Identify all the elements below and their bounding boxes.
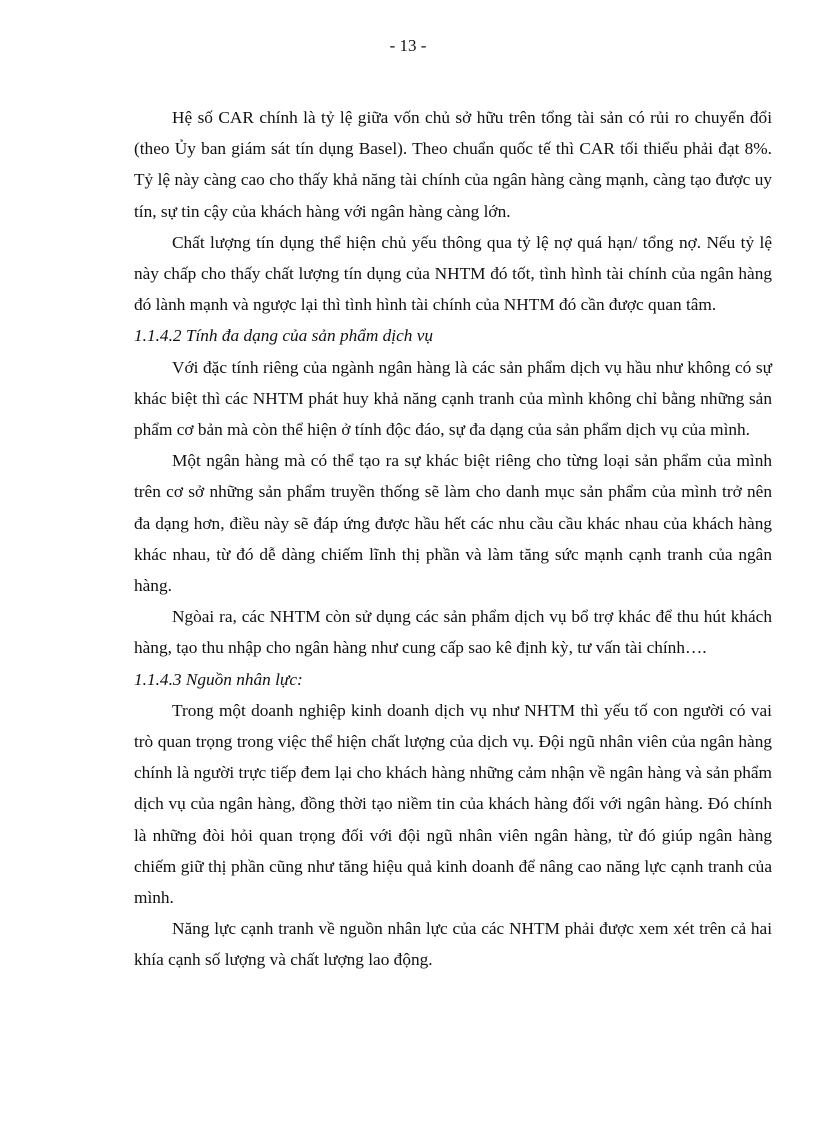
document-body: [134, 102, 772, 976]
paragraph-car-ratio: Hệ số CAR chính là tỷ lệ giữa vốn chủ sở hữu trên tổng tài sản có rủi ro chuyển đổi (theo Ủy ban giám sát tín dụng Basel). Theo chuẩn quốc tế thì CAR tối thiểu phải đạt 8%. Tỷ lệ này càng cao cho thấy khả năng tài chính của ngân hàng càng mạnh, càng tạo được uy tín, sự tin cậy của khách hàng với ngân hàng càng lớn.: [134, 108, 772, 221]
paragraph-human-factor: Trong một doanh nghiệp kinh doanh dịch vụ như NHTM thì yếu tố con người có vai trò quan trọng trong việc thể hiện chất lượng của dịch vụ. Đội ngũ nhân viên của ngân hàng chính là người trực tiếp đem lại cho khách hàng những cảm nhận về ngân hàng và sản phẩm dịch vụ của ngân hàng, đồng thời tạo niềm tin của khách hàng đối với ngân hàng. Đó chính là những đòi hỏi quan trọng đối với đội ngũ nhân viên ngân hàng, từ đó giúp ngân hàng chiếm giữ thị phần cũng như tăng hiệu quả kinh doanh để nâng cao năng lực cạnh tranh của mình.: [134, 700, 772, 908]
page-number: - 13 -: [389, 36, 427, 55]
section-heading-human-resources: 1.1.4.3 Nguồn nhân lực:: [134, 669, 303, 689]
paragraph-supporting-services: Ngòai ra, các NHTM còn sử dụng các sản phẩm dịch vụ bổ trợ khác để thu hút khách hàng, tạo thu nhập cho ngân hàng như cung cấp sao kê định kỳ, tư vấn tài chính….: [134, 607, 772, 658]
paragraph-credit-quality: Chất lượng tín dụng thể hiện chủ yếu thông qua tỷ lệ nợ quá hạn/ tổng nợ. Nếu tỷ lệ này chấp cho thấy chất lượng tín dụng của NHTM đó tốt, tình hình tài chính của ngân hàng đó lành mạnh và ngược lại thì tình hình tài chính của NHTM đó cần được quan tâm.: [134, 232, 772, 315]
section-heading-product-diversity: 1.1.4.2 Tính đa dạng của sản phẩm dịch vụ: [134, 326, 434, 346]
paragraph-hr-competitiveness: Năng lực cạnh tranh về nguồn nhân lực của các NHTM phải được xem xét trên cả hai khía cạnh số lượng và chất lượng lao động.: [134, 919, 772, 970]
paragraph-product-uniqueness: Với đặc tính riêng của ngành ngân hàng là các sản phẩm dịch vụ hầu như không có sự khác biệt thì các NHTM phát huy khả năng cạnh tranh của mình không chỉ bằng những sản phẩm cơ bản mà còn thể hiện ở tính độc đáo, sự đa dạng của sản phẩm dịch vụ của mình.: [134, 357, 772, 440]
paragraph-product-differentiation: Một ngân hàng mà có thể tạo ra sự khác biệt riêng cho từng loại sản phẩm của mình trên cơ sở những sản phẩm truyền thống sẽ làm cho danh mục sản phẩm của mình trở nên đa dạng hơn, điều này sẽ đáp ứng được hầu hết các nhu cầu cầu khác nhau của khách hàng khác nhau, từ đó dễ dàng chiếm lĩnh thị phần và làm tăng sức mạnh cạnh tranh của ngân hàng.: [134, 451, 772, 596]
